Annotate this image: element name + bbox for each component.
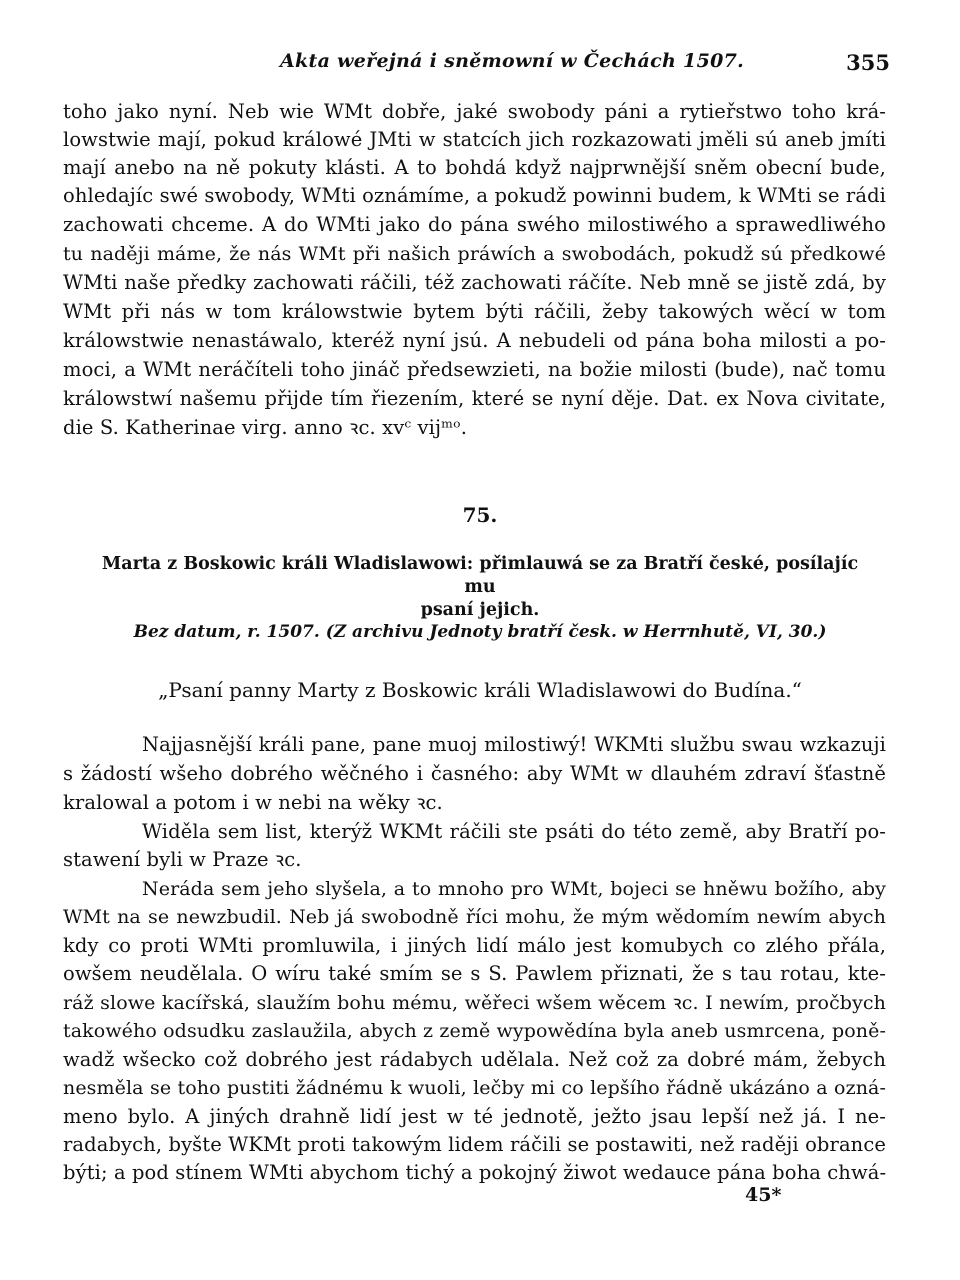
text-line: králowstwie nenastáwalo, kteréž nyní jsú. A nebudeli od pána boha milosti a po- [63,329,886,352]
text-line: mají anebo na ně pokuty klásti. A to bohdá když najprwnější sněm obecní bude, [63,156,886,179]
text-line: králowstwí našemu přijde tím řiezením, které se nyní děje. Dat. ex Nova civitate, [63,387,886,410]
signature-mark: 45* [745,1184,782,1206]
document-source: Bez datum, r. 1507. (Z archivu Jednoty bratří česk. w Herrnhutě, VI, 30.) [133,622,827,642]
text-line: WMt při nás w tom králowstwie bytem býti ráčili, žeby takowých wěcí w tom [63,300,886,323]
text-line: tu naději máme, že nás WMt při našich práwích a swobodách, pokudž sú předkowé [63,243,886,265]
letter-line: Neráda sem jeho slyšela, a to mnoho pro WMt, bojeci se hněwu božího, aby [142,878,886,900]
text-line: WMti naše předky zachowati ráčili, též zachowati ráčíte. Neb mně se jistě zdá, by [63,271,886,294]
letter-line: býti; a pod stínem WMti abychom tichý a pokojný žiwot wedauce pána boha chwá- [63,1161,887,1184]
letter-line: radabych, byšte WKMt proti takowým lidem ráčili se postawiti, než raději obrance [63,1133,886,1156]
running-title: Akta weřejná i sněmowní w Čechách 1507. [280,50,745,72]
letter-line: stawení byli w Praze ꝛc. [63,848,302,871]
letter-line: wadž wšecko což dobrého jest rádabych udělala. Než což za dobré mám, žebych [63,1048,886,1071]
letter-line: owšem neudělala. O wíru také smím se s S. Pawlem přiznati, že s tau rotau, kte- [63,962,886,985]
letter-line: takowého odsudku zaslaužila, abych z země wypowědína byla aneb usmrcena, poně- [63,1020,886,1042]
running-head [60,44,900,84]
document-summary [100,553,860,622]
document-number: 75. [462,503,498,527]
text-line: lowstwie mají, pokud králowé JMti w statcích jich rozkazowati jměli sú aneb jmíti [63,128,886,151]
text-line: die S. Katherinae virg. anno ꝛc. xvᶜ vijᵐᵒ. [63,416,468,439]
letter-line: meno bylo. A jiných drahně lidí jest w té jednotě, ježto jsau lepší než já. I ne- [63,1105,886,1128]
letter-line: kralowal a potom i w nebi na wěky ꝛc. [63,791,443,814]
letter-line: kdy co proti WMti promluwila, i jiných lidí málo jest komubych co zlého přála, [63,934,886,957]
text-line: moci, a WMt neráčíteli toho jináč předsewzieti, na božie milosti (bude), nač tomu [63,358,886,381]
letter-line: nesměla se toho pustiti žádnému k wuoli, lečby mi co lepšího řádně ukázáno a ozná- [63,1077,886,1099]
page-number: 355 [846,50,890,75]
letter-line: Najjasnější králi pane, pane muoj milostiwý! WKMti službu swau wzkazuji [142,733,886,756]
summary-line: Marta z Boskowic králi Wladislawowi: přimlauwá se za Bratří české, posílajíc mu [101,554,859,597]
letter-line: WMt na se newzbudil. Neb já swobodně říci mohu, že mým wědomím newím abych [63,906,886,928]
text-line: ohledajíc swé swobody, WMti oznámíme, a pokudž powinni budem, k WMti se rádi [63,184,886,207]
text-line: toho jako nyní. Neb wie WMt dobře, jaké swobody páni a rytieřstwo toho krá- [63,100,886,123]
summary-line: psaní jejich. [420,600,540,620]
letter-line: s žádostí wšeho dobrého wěčného i časného: aby WMt w dlauhém zdraví šťastně [63,762,886,785]
letter-line: ráž slowe kacířská, slaužím bohu mému, wěřeci wšem wěcem ꝛc. I newím, pročbych [63,992,886,1014]
document-heading: „Psaní panny Marty z Boskowic králi Wladislawowi do Budína.“ [158,678,802,702]
text-line: zachowati chceme. A do WMti jako do pána swého milostiwého a sprawedliwého [63,213,886,236]
letter-line: Widěla sem list, kterýž WKMt ráčili ste psáti do této země, aby Bratří po- [142,820,886,843]
